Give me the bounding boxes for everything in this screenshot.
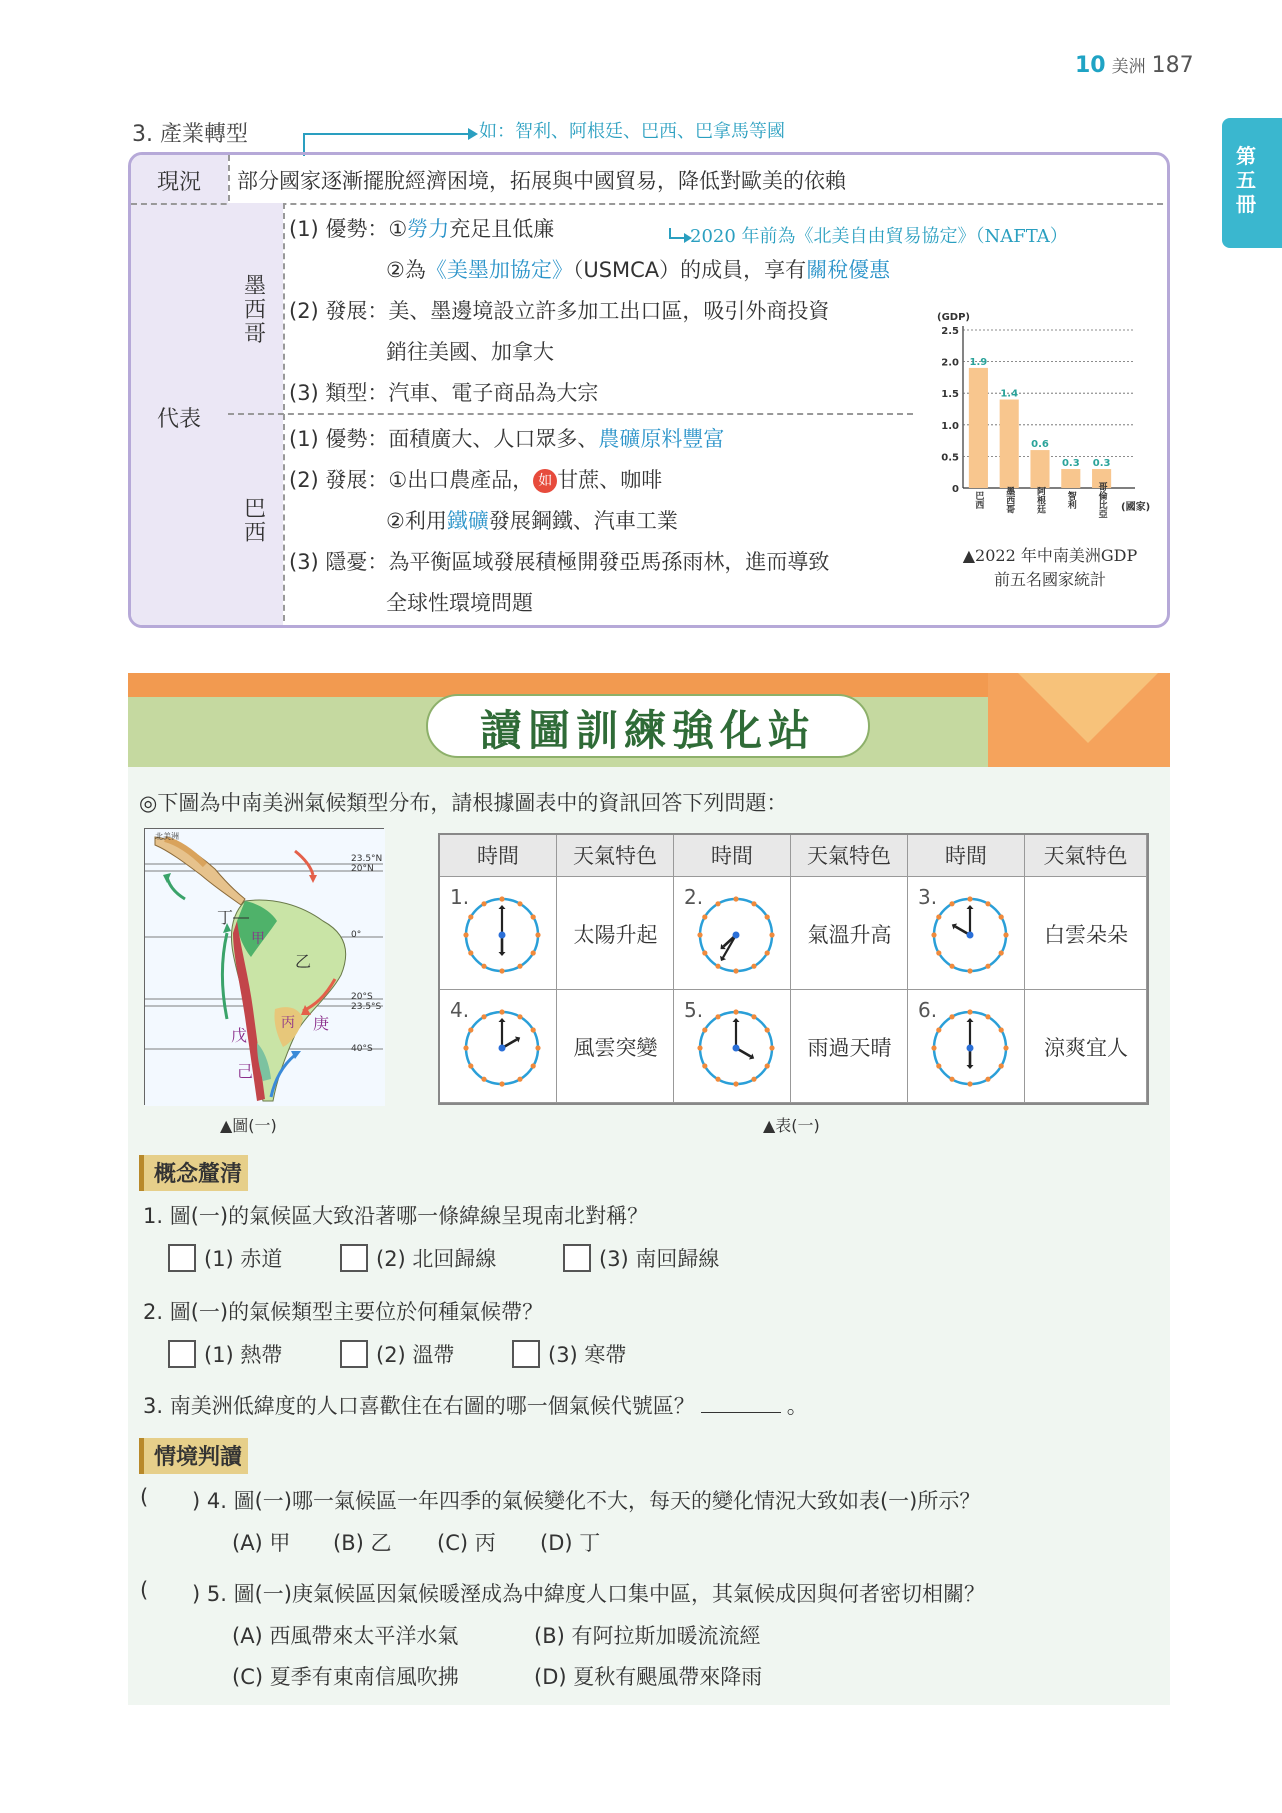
zone-label-bing: 丙 <box>281 1015 295 1031</box>
country-note: 如：智利、阿根廷、巴西、巴拿馬等國 <box>479 121 785 142</box>
table-caption: ▲表(一) <box>763 1116 820 1135</box>
brazil-development-2 <box>386 505 678 535</box>
brazil-advantage <box>289 423 724 453</box>
chapter-number: 10 <box>1075 53 1106 78</box>
chart-category-label: 巴西 <box>973 491 984 509</box>
col-divider <box>283 203 285 628</box>
chart-y-tick: 2.0 <box>941 357 959 369</box>
zone-label-geng: 庚 <box>313 1014 330 1033</box>
q5-option-d: (D) 夏秋有颶風帶來降雨 <box>534 1665 763 1689</box>
brazil-development-rest: 甘蔗、咖啡 <box>557 468 663 492</box>
chart-value-label: 0.3 <box>1061 458 1080 470</box>
clock-cell <box>674 877 791 990</box>
q5-option-a: (A) 西風帶來太平洋水氣 <box>232 1624 459 1648</box>
drill-intro: ◎下圖為中南美洲氣候類型分布，請根據圖表中的資訊回答下列問題： <box>139 791 788 815</box>
chart-value-label: 1.9 <box>969 356 988 368</box>
volume-tab-char: 第 <box>1236 144 1256 168</box>
table-header: 天氣特色 <box>1025 835 1147 877</box>
mexico-advantage-highlight: 勞力 <box>407 217 450 241</box>
brazil-dev2-rest: 發展鋼鐵、汽車工業 <box>488 509 678 533</box>
label-column <box>131 155 228 628</box>
checkbox[interactable] <box>168 1244 196 1272</box>
status-label: 現況 <box>157 170 202 195</box>
weather-text: 氣溫升高 <box>807 923 892 947</box>
mexico-advantage-prefix: (1) 優勢：① <box>289 217 408 241</box>
clock-cell <box>440 877 557 990</box>
page-header <box>1075 52 1194 78</box>
question-5: ) 5. 圖(一)庚氣候區因氣候暖溼成為中緯度人口集中區，其氣候成因與何者密切相關？ <box>192 1582 985 1606</box>
mexico-development-cont: 銷往美國、加拿大 <box>386 340 554 364</box>
clock-icon <box>696 895 776 975</box>
table-header: 天氣特色 <box>557 835 674 877</box>
tariff-highlight: 關稅優惠 <box>806 258 891 282</box>
chart-caption-line2: 前五名國家統計 <box>993 570 1106 589</box>
table-header: 時間 <box>674 835 791 877</box>
chart-y-tick: 1.5 <box>941 389 959 401</box>
chart-y-tick: 0 <box>952 484 959 495</box>
iron-ore-highlight: 鐵礦 <box>446 509 489 533</box>
option-label: (1) 赤道 <box>204 1247 283 1271</box>
map-caption: ▲圖(一) <box>220 1116 277 1135</box>
latitude-label: 20°N <box>351 864 374 874</box>
volume-tab-char: 冊 <box>1236 192 1256 216</box>
chart-y-tick: 2.5 <box>941 326 959 337</box>
clock-icon <box>930 895 1010 975</box>
question-4-paren[interactable]: ( <box>140 1485 149 1509</box>
latitude-label: 23.5°N <box>351 854 383 864</box>
clock-cell <box>674 990 791 1103</box>
weather-cell <box>1025 877 1147 990</box>
brazil-development <box>289 464 662 494</box>
row-divider <box>228 413 913 415</box>
chart-y-label: (GDP) <box>937 312 970 323</box>
latitude-label: 40°S <box>351 1044 373 1054</box>
chart-bar <box>969 368 988 488</box>
zone-label-ding: 丁 <box>217 908 234 927</box>
section-title: 3. 產業轉型 <box>132 122 248 147</box>
clock-icon <box>930 1008 1010 1088</box>
mexico-member-prefix: ②為 <box>386 258 426 282</box>
mexico-advantage-rest: 充足且低廉 <box>449 217 555 241</box>
brazil-advantage-highlight: 農礦原料豐富 <box>598 427 725 451</box>
time-number: 5. <box>684 998 704 1022</box>
zone-label-ji: 己 <box>237 1062 254 1081</box>
checkbox[interactable] <box>340 1244 368 1272</box>
weather-cell <box>791 877 908 990</box>
option-label: (3) 寒帶 <box>548 1343 627 1367</box>
brazil-advantage-prefix: (1) 優勢：面積廣大、人口眾多、 <box>289 427 599 451</box>
answer-blank[interactable] <box>701 1412 781 1413</box>
south-america-map <box>145 829 385 1106</box>
chart-category-label: 哥倫比亞 <box>1096 482 1107 518</box>
checkbox[interactable] <box>512 1340 540 1368</box>
chart-y-tick: 1.0 <box>941 420 959 432</box>
checkbox[interactable] <box>563 1244 591 1272</box>
mexico-member-mid: （USMCA）的成員，享有 <box>572 258 807 282</box>
representative-label: 代表 <box>157 407 202 432</box>
volume-tab-char: 五 <box>1236 168 1256 192</box>
clock-table <box>438 833 1149 1105</box>
latitude-label: 0° <box>351 930 362 940</box>
clock-cell <box>908 990 1025 1103</box>
table-header: 時間 <box>908 835 1025 877</box>
q2-option-1[interactable] <box>168 1339 282 1369</box>
chart-caption-line1: ▲2022 年中南美洲GDP <box>962 546 1138 565</box>
weather-cell <box>557 990 674 1103</box>
question-3-text: 3. 南美洲低緯度的人口喜歡住在右圖的哪一個氣候代號區？ <box>143 1394 695 1418</box>
weather-text: 風雲突變 <box>573 1036 658 1060</box>
country-column <box>228 203 283 628</box>
brazil-label <box>243 498 267 546</box>
chart-category-label: 智利 <box>1065 491 1076 509</box>
chart-bar <box>1061 469 1080 488</box>
weather-text: 太陽升起 <box>573 923 658 947</box>
brazil-dev2-prefix: ②利用 <box>386 509 447 533</box>
clock-cell <box>440 990 557 1103</box>
q4-option-b: (B) 乙 <box>333 1531 392 1555</box>
question-1: 1. 圖(一)的氣候區大致沿著哪一條緯線呈現南北對稱？ <box>143 1204 649 1228</box>
question-3 <box>143 1390 808 1420</box>
weather-text: 白雲朵朵 <box>1044 923 1128 947</box>
weather-text: 雨過天晴 <box>807 1036 892 1060</box>
checkbox[interactable] <box>168 1340 196 1368</box>
question-4: ) 4. 圖(一)哪一氣候區一年四季的氣候變化不大，每天的變化情況大致如表(一)所示？ <box>192 1489 981 1513</box>
weather-text: 涼爽宜人 <box>1044 1036 1128 1060</box>
drill-title: 讀圖訓練強化站 <box>479 706 816 755</box>
banner-triangle-icon <box>1008 673 1170 767</box>
checkbox[interactable] <box>340 1340 368 1368</box>
chart-caption <box>935 544 1165 592</box>
status-text: 部分國家逐漸擺脫經濟困境，拓展與中國貿易，降低對歐美的依賴 <box>237 169 846 193</box>
latitude-label: 20°S <box>351 992 373 1002</box>
usmca-highlight: 《美墨加協定》 <box>425 258 573 282</box>
question-2: 2. 圖(一)的氣候類型主要位於何種氣候帶？ <box>143 1300 544 1324</box>
gdp-bar-chart <box>925 300 1165 540</box>
brazil-label-text: 巴西 <box>243 497 266 546</box>
zone-label-jia: 甲 <box>251 931 265 947</box>
q4-option-c: (C) 丙 <box>437 1531 496 1555</box>
mexico-member <box>386 254 890 284</box>
time-number: 4. <box>450 998 470 1022</box>
time-number: 2. <box>684 885 704 909</box>
mexico-label-text: 墨西哥 <box>243 274 266 347</box>
q4-option-d: (D) 丁 <box>540 1531 601 1555</box>
clock-cell <box>908 877 1025 990</box>
mexico-development: (2) 發展：美、墨邊境設立許多加工出口區，吸引外商投資 <box>289 299 830 323</box>
concept-tag: 概念釐清 <box>139 1155 248 1191</box>
zone-label-wu: 戊 <box>231 1026 248 1045</box>
q1-option-3[interactable] <box>563 1243 719 1273</box>
row-divider <box>131 203 1170 205</box>
option-label: (3) 南回歸線 <box>599 1247 720 1271</box>
chart-bar <box>1000 400 1019 488</box>
chart-bar <box>1030 450 1049 488</box>
chapter-name: 美洲 <box>1111 57 1146 77</box>
clock-icon <box>462 895 542 975</box>
time-number: 6. <box>918 998 938 1022</box>
q2-option-2[interactable] <box>340 1339 454 1369</box>
weather-cell <box>1025 990 1147 1103</box>
option-label: (2) 溫帶 <box>376 1343 455 1367</box>
weather-cell <box>557 877 674 990</box>
mexico-type: (3) 類型：汽車、電子商品為大宗 <box>289 381 599 405</box>
example-badge: 如 <box>533 469 557 493</box>
chart-y-tick: 0.5 <box>941 452 959 464</box>
question-5-paren[interactable]: ( <box>140 1578 149 1602</box>
mexico-advantage <box>289 213 554 243</box>
option-label: (2) 北回歸線 <box>376 1247 497 1271</box>
clock-icon <box>462 1008 542 1088</box>
table-header: 天氣特色 <box>791 835 908 877</box>
region-label: 北美洲 <box>155 832 179 841</box>
weather-cell <box>791 990 908 1103</box>
chart-category-label: 墨西哥 <box>1004 486 1015 514</box>
chart-value-label: 0.3 <box>1092 458 1111 470</box>
chart-category-label: 阿根廷 <box>1035 486 1045 514</box>
option-label: (1) 熱帶 <box>204 1343 283 1367</box>
situation-tag: 情境判讀 <box>139 1438 248 1474</box>
q5-option-b: (B) 有阿拉斯加暖流流經 <box>534 1624 761 1648</box>
brazil-development-prefix: (2) 發展：①出口農產品， <box>289 468 534 492</box>
q5-option-c: (C) 夏季有東南信風吹拂 <box>232 1665 459 1689</box>
time-number: 3. <box>918 885 938 909</box>
brazil-concern-cont: 全球性環境問題 <box>386 591 533 615</box>
q1-option-1[interactable] <box>168 1243 282 1273</box>
chart-value-label: 1.4 <box>1000 388 1019 400</box>
brazil-concern: (3) 隱憂：為平衡區域發展積極開發亞馬孫雨林，進而導致 <box>289 550 830 574</box>
volume-tab <box>1222 118 1282 248</box>
chart-x-label: (國家) <box>1121 502 1151 513</box>
time-number: 1. <box>450 885 470 909</box>
q4-option-a: (A) 甲 <box>232 1531 291 1555</box>
table-header: 時間 <box>440 835 557 877</box>
clock-icon <box>696 1008 776 1088</box>
mexico-label <box>243 275 267 347</box>
q1-option-2[interactable] <box>340 1243 496 1273</box>
latitude-label: 23.5°S <box>351 1002 382 1012</box>
nafta-note: 2020 年前為《北美自由貿易協定》（NAFTA） <box>690 226 1068 247</box>
question-3-end: 。 <box>786 1394 808 1418</box>
q2-option-3[interactable] <box>512 1339 626 1369</box>
chart-value-label: 0.6 <box>1031 439 1049 451</box>
page-number: 187 <box>1151 53 1194 78</box>
climate-map <box>144 828 384 1105</box>
zone-label-yi: 乙 <box>295 952 312 971</box>
